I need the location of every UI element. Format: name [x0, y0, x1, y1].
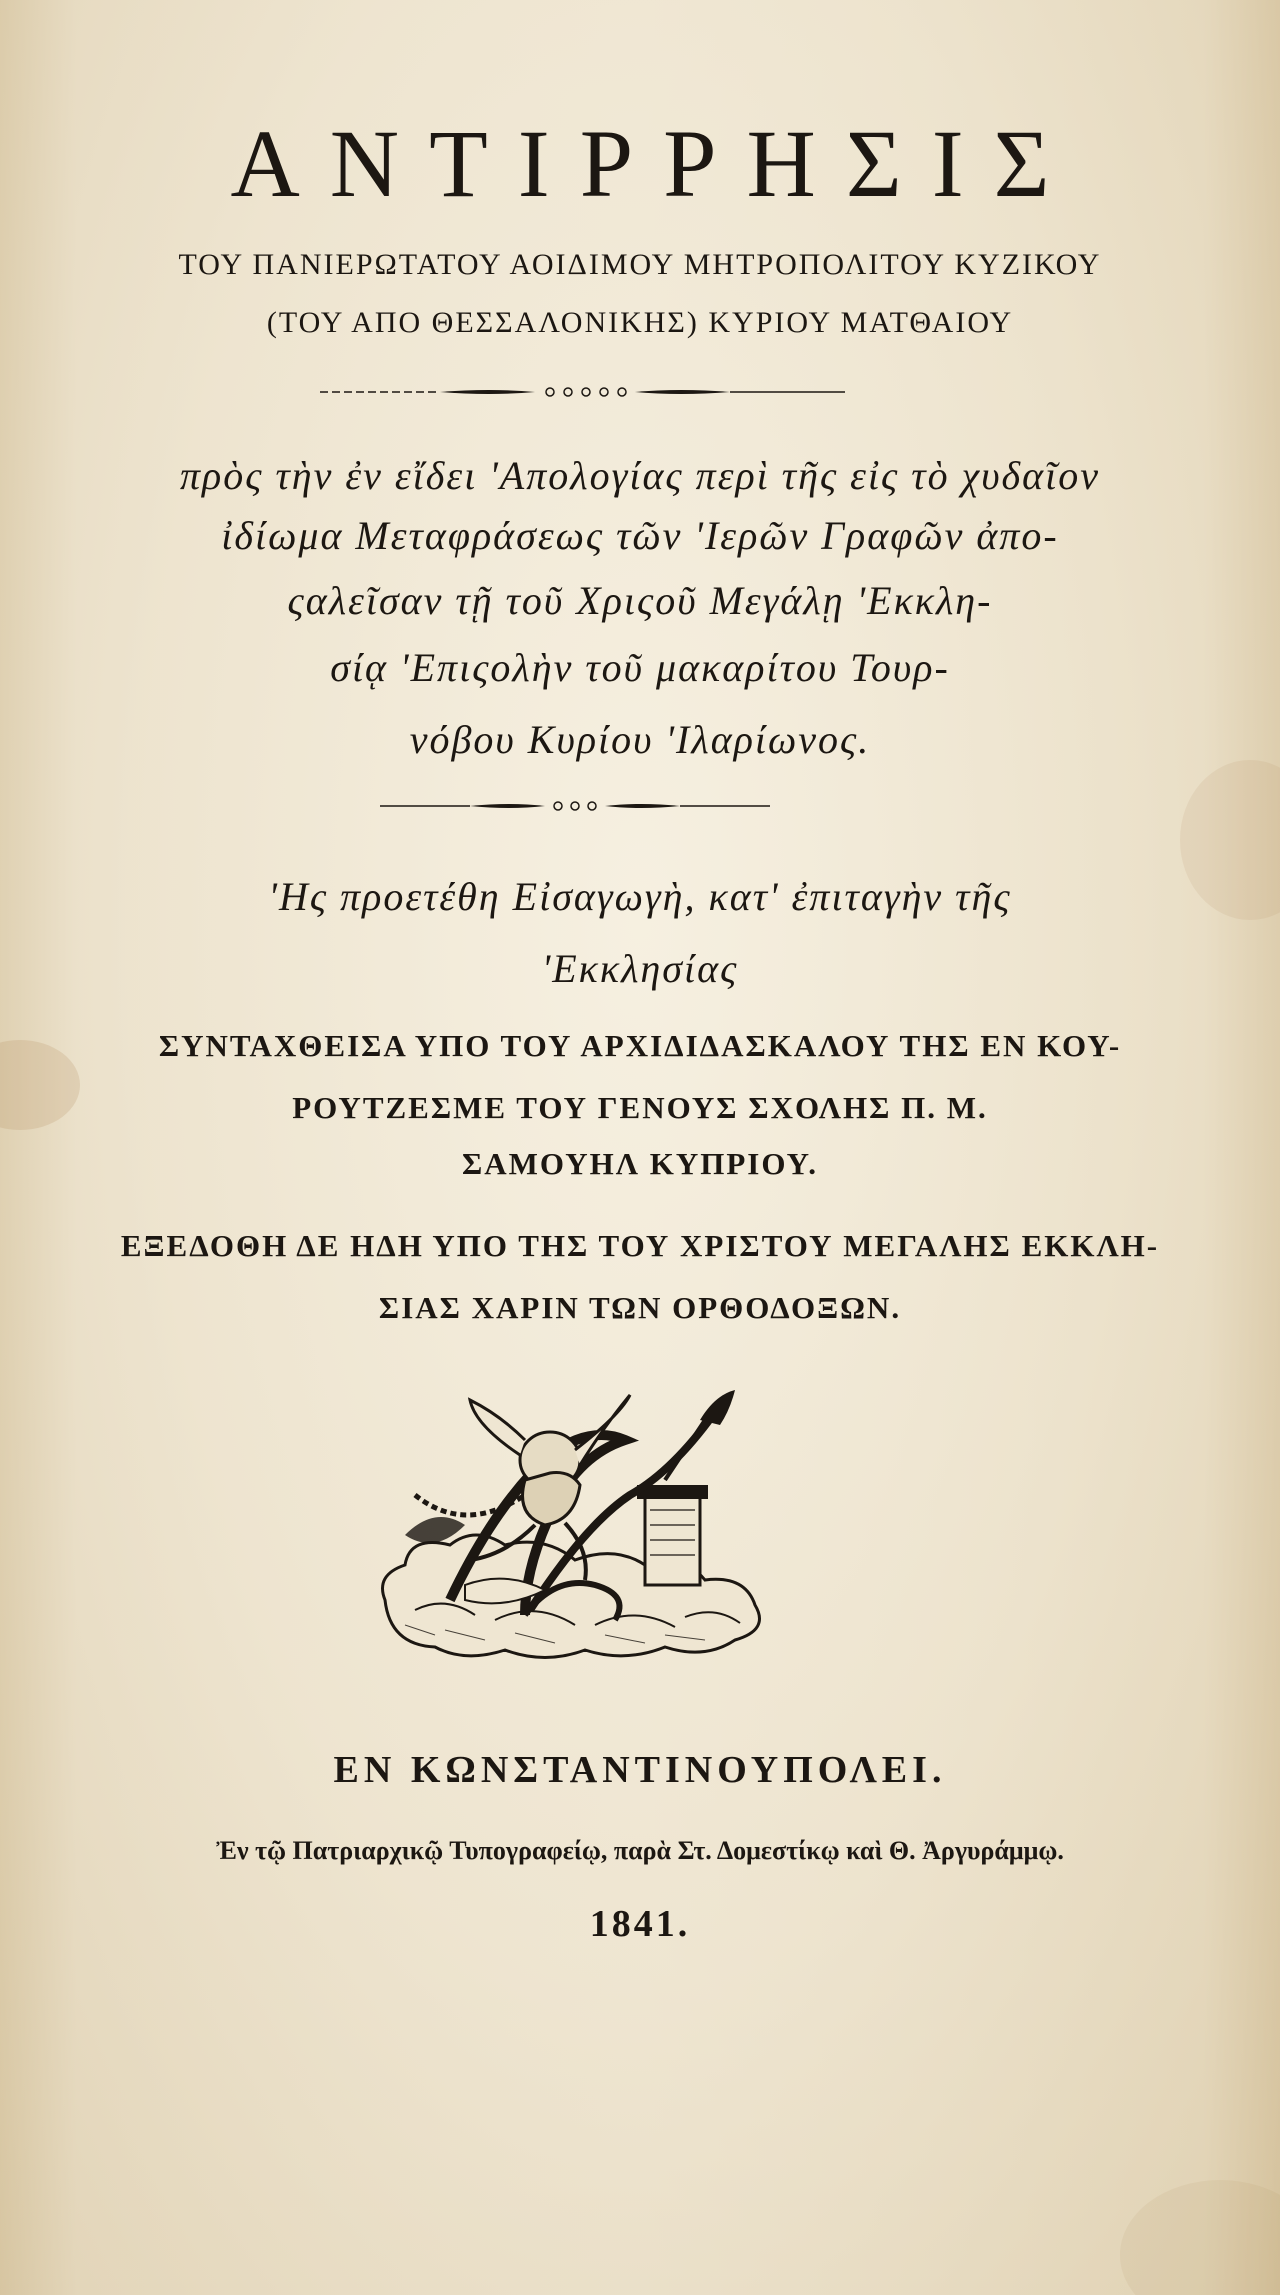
printers-mark-cherub-icon [375, 1385, 770, 1660]
subtitle-line-2: (ΤΟΥ ΑΠΟ ΘΕΣΣΑΛΟΝΙΚΗΣ) ΚΥΡΙΟΥ ΜΑΤΘΑΙΟΥ [266, 306, 1014, 339]
body-line-1: πρὸς τὴν ἐν εἴδει 'Απολογίας περὶ τῆς εἰς τὸ χυδαῖον [179, 453, 1101, 498]
printer-line: Ἐν τῷ Πατριαρχικῷ Τυπογραφείῳ, παρὰ Στ. Δομεστίκῳ καὶ Θ. Ἀργυράμμῳ. [216, 1836, 1064, 1865]
body-line-5: νόβου Κυρίου 'Ιλαρίωνος. [409, 717, 871, 762]
ornamental-rule-top [320, 386, 845, 398]
intro-line-1: 'Ης προετέθη Εἰσαγωγὴ, κατ' ἐπιταγὴν τῆς [268, 874, 1012, 919]
publication-line-2: ΣΙΑΣ ΧΑΡΙΝ ΤΩΝ ΟΡΘΟΔΟΞΩΝ. [378, 1290, 902, 1325]
book-title: ΑΝΤΙΡΡΗΣΙΣ [230, 110, 1080, 217]
body-line-2: ἰδίωμα Μεταφράσεως τῶν 'Ιερῶν Γραφῶν ἀπο- [221, 513, 1059, 558]
body-line-3: ςαλεῖσαν τῇ τοῦ Χριςοῦ Μεγάλῃ 'Εκκλη- [287, 578, 993, 623]
author-line-1: ΣΥΝΤΑΧΘΕΙΣΑ ΥΠΟ ΤΟΥ ΑΡΧΙΔΙΔΑΣΚΑΛΟΥ ΤΗΣ ΕΝ ΚΟΥ- [158, 1028, 1122, 1063]
body-line-4: σίᾳ 'Επιςολὴν τοῦ μακαρίτου Τουρ- [330, 645, 950, 690]
publication-place: ΕΝ ΚΩΝΣΤΑΝΤΙΝΟΥΠΟΛΕΙ. [333, 1749, 947, 1791]
publication-line-1: ΕΞΕΔΟΘΗ ΔΕ ΗΔΗ ΥΠΟ ΤΗΣ ΤΟΥ ΧΡΙΣΤΟΥ ΜΕΓΑΛΗΣ ΕΚΚΛΗ- [120, 1228, 1160, 1263]
subtitle-line-1: ΤΟΥ ΠΑΝΙΕΡΩΤΑΤΟΥ ΑΟΙΔΙΜΟΥ ΜΗΤΡΟΠΟΛΙΤΟΥ ΚΥΖΙΚΟΥ [178, 248, 1102, 281]
author-line-3: ΣΑΜΟΥΗΛ ΚΥΠΡΙΟΥ. [462, 1146, 818, 1181]
ornamental-rule-middle [380, 800, 770, 812]
publication-year: 1841. [589, 1903, 691, 1945]
author-line-2: ΡΟΥΤΖΕΣΜΕ ΤΟΥ ΓΕΝΟΥΣ ΣΧΟΛΗΣ Π. Μ. [292, 1090, 988, 1125]
intro-line-2: 'Εκκλησίας [541, 946, 739, 991]
